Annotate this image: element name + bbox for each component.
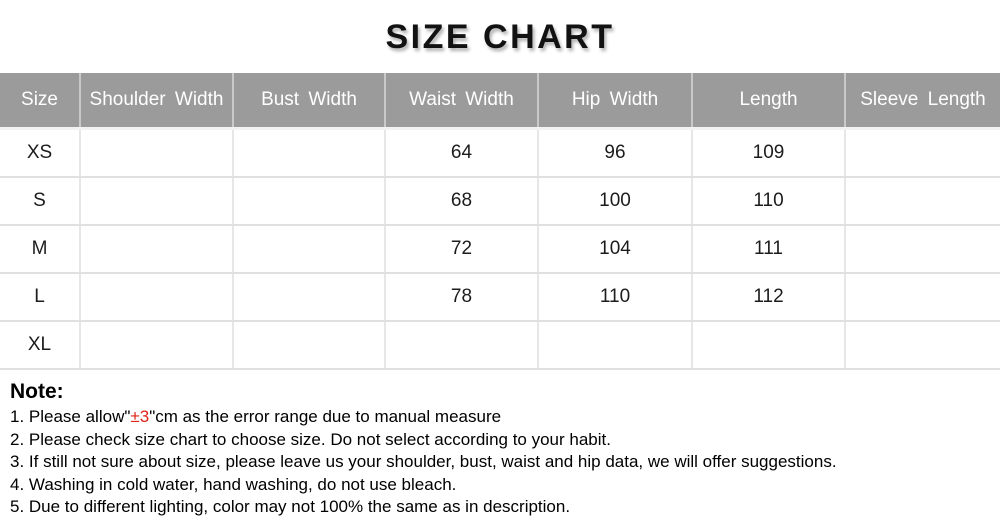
value-cell: 78	[385, 273, 538, 321]
value-cell	[80, 129, 233, 178]
col-header-length: Length	[692, 73, 845, 129]
size-chart-table	[0, 73, 1000, 370]
note-1-suffix: "cm as the error range due to manual measure	[149, 407, 502, 426]
note-1-tolerance-value: ±3	[130, 407, 150, 426]
value-cell	[233, 273, 385, 321]
value-cell: 100	[538, 177, 692, 225]
size-cell: L	[0, 273, 80, 321]
note-item-4: 4. Washing in cold water, hand washing, do not use bleach.	[10, 474, 457, 494]
page-title: SIZE CHART	[385, 18, 615, 56]
table-row-xl	[0, 321, 1000, 369]
note-1-prefix: 1. Please allow"	[10, 407, 131, 426]
value-cell	[845, 321, 1000, 369]
value-cell: 96	[538, 129, 692, 178]
value-cell: 72	[385, 225, 538, 273]
value-cell: 109	[692, 129, 845, 178]
value-cell: 111	[692, 225, 845, 273]
value-cell	[845, 177, 1000, 225]
value-cell	[845, 273, 1000, 321]
col-header-waist-width: Waist Width	[385, 73, 538, 129]
value-cell	[845, 129, 1000, 178]
table-row-xs	[0, 129, 1000, 178]
value-cell	[80, 273, 233, 321]
value-cell	[233, 321, 385, 369]
value-cell	[233, 177, 385, 225]
value-cell: 110	[692, 177, 845, 225]
table-row-s	[0, 177, 1000, 225]
table-row-m	[0, 225, 1000, 273]
table-row-l	[0, 273, 1000, 321]
value-cell	[233, 129, 385, 178]
notes-section	[10, 379, 1000, 519]
note-item-5: 5. Due to different lighting, color may not 100% the same as in description.	[10, 497, 571, 516]
value-cell	[845, 225, 1000, 273]
value-cell: 112	[692, 273, 845, 321]
value-cell	[80, 177, 233, 225]
size-cell: S	[0, 177, 80, 225]
value-cell: 104	[538, 225, 692, 273]
value-cell	[233, 225, 385, 273]
col-header-bust-width: Bust Width	[233, 73, 385, 129]
notes-heading: Note:	[10, 380, 64, 403]
value-cell	[692, 321, 845, 369]
value-cell	[385, 321, 538, 369]
col-header-shoulder-width: Shoulder Width	[80, 73, 233, 129]
size-cell: XS	[0, 129, 80, 178]
header-row	[0, 73, 1000, 129]
col-header-hip-width: Hip Width	[538, 73, 692, 129]
size-cell: XL	[0, 321, 80, 369]
value-cell: 68	[385, 177, 538, 225]
col-header-sleeve-length: Sleeve Length	[845, 73, 1000, 129]
size-cell: M	[0, 225, 80, 273]
value-cell: 110	[538, 273, 692, 321]
note-item-3: 3. If still not sure about size, please leave us your shoulder, bust, waist and hip data, we will offer suggestions.	[10, 452, 837, 471]
value-cell	[80, 225, 233, 273]
value-cell: 64	[385, 129, 538, 178]
note-item-2: 2. Please check size chart to choose size. Do not select according to your habit.	[10, 429, 611, 449]
col-header-size: Size	[0, 73, 80, 129]
note-item-1	[10, 406, 1000, 429]
value-cell	[538, 321, 692, 369]
value-cell	[80, 321, 233, 369]
